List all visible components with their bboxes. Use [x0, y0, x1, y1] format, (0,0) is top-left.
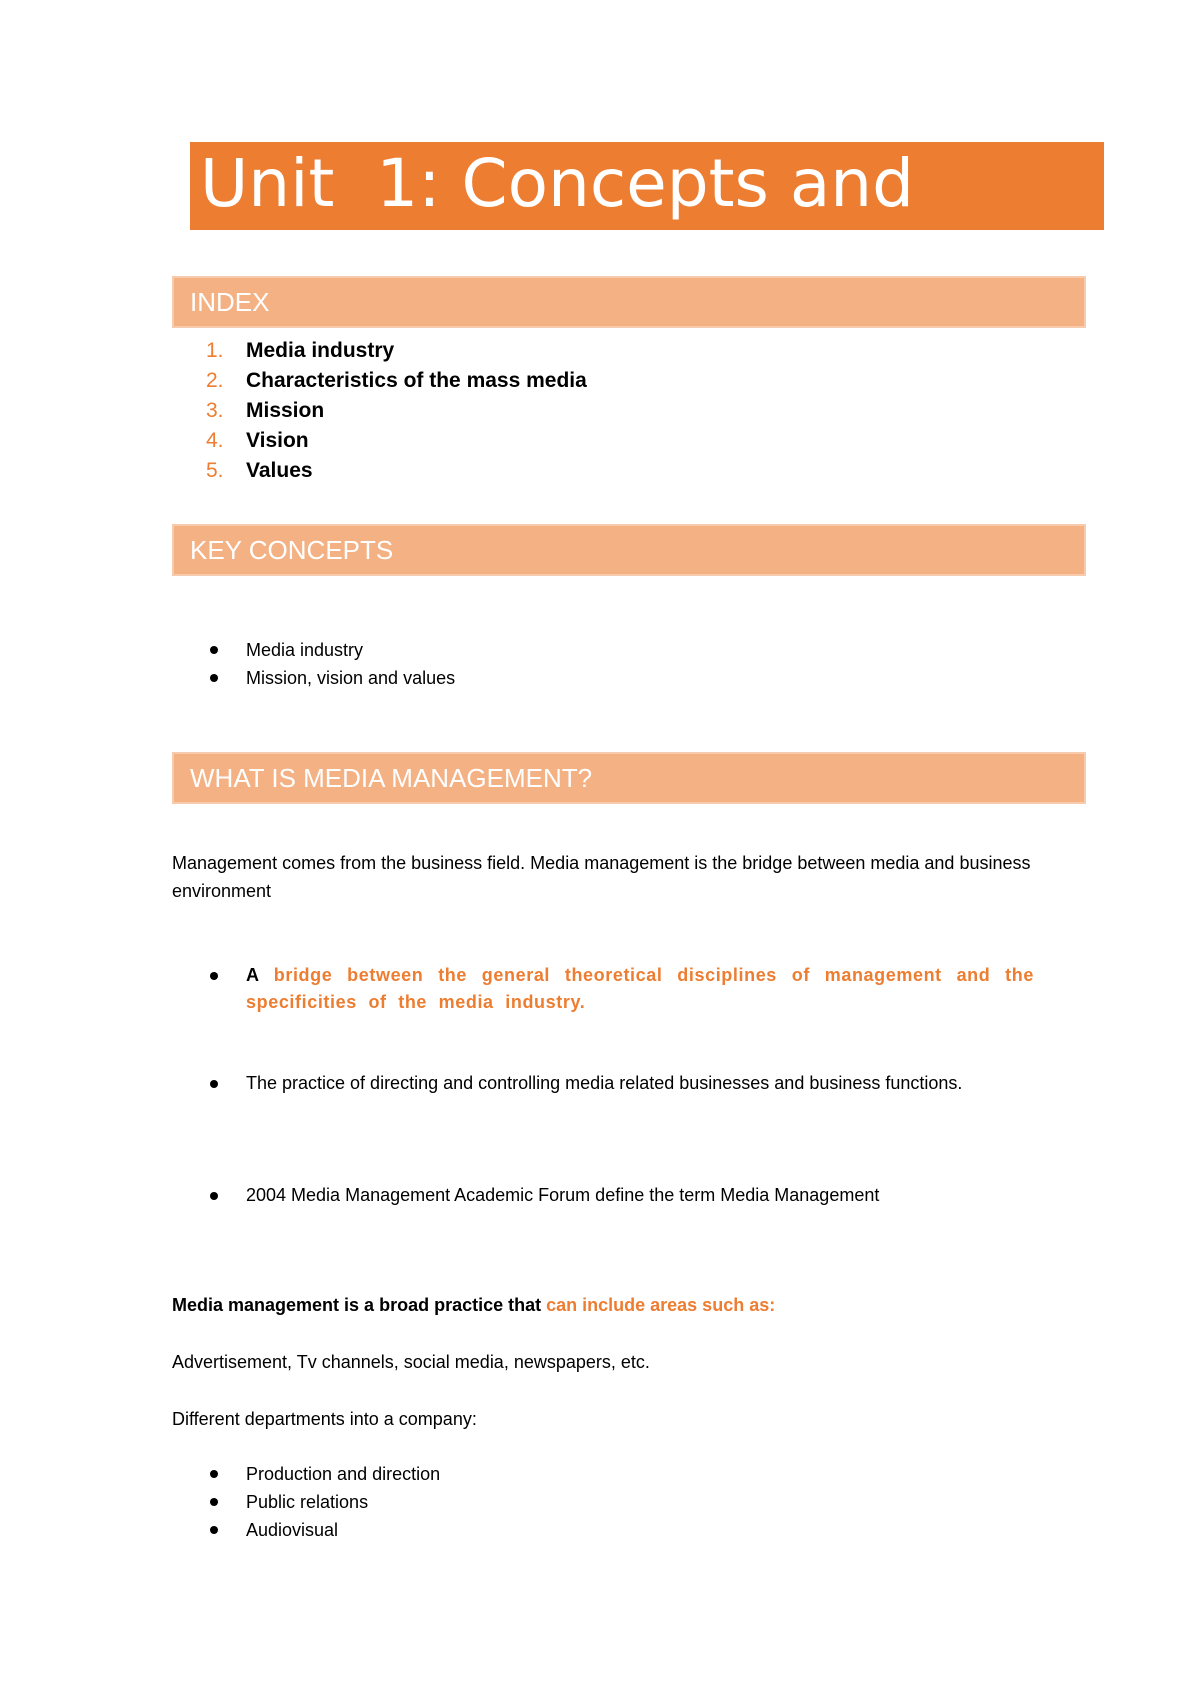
list-number: 2.	[206, 369, 224, 392]
definition-bullet-1	[206, 962, 1034, 1016]
list-item-label: Values	[246, 459, 313, 482]
list-item-label: Vision	[246, 429, 309, 452]
section-heading-key-concepts: KEY CONCEPTS	[172, 524, 1086, 576]
index-list	[206, 336, 587, 486]
list-item-label: Media industry	[246, 339, 395, 362]
list-item	[206, 636, 455, 664]
list-item-label: Mission	[246, 399, 325, 422]
list-item-label: Public relations	[246, 1492, 369, 1512]
bullet-icon	[210, 972, 218, 980]
departments-heading: Different departments into a company:	[172, 1409, 477, 1429]
section-heading-index: INDEX	[172, 276, 1086, 328]
areas-lead: Media management is a broad practice that	[172, 1295, 547, 1315]
bullet-icon	[210, 1080, 218, 1088]
list-number: 4.	[206, 429, 224, 452]
areas-list-paragraph: Advertisement, Tv channels, social media, newspapers, etc.	[172, 1352, 650, 1372]
bullet-icon	[210, 646, 218, 654]
intro-paragraph: Management comes from the business field. Media management is the bridge between media and business environment	[172, 853, 1031, 901]
list-item	[206, 456, 587, 486]
bullet-icon	[210, 1526, 218, 1534]
bullet-icon	[210, 1470, 218, 1478]
bullet-prefix: A	[246, 965, 274, 985]
list-item-label: Audiovisual	[246, 1520, 339, 1540]
areas-lead-paragraph	[172, 1291, 1034, 1319]
list-item	[206, 664, 455, 692]
list-item	[206, 336, 587, 366]
bullet-icon	[210, 1192, 218, 1200]
list-item-label: Production and direction	[246, 1464, 441, 1484]
list-item	[206, 1460, 440, 1488]
list-item-label: Mission, vision and values	[246, 668, 456, 688]
key-concepts-list	[206, 636, 455, 692]
bullet-icon	[210, 674, 218, 682]
departments-list	[206, 1460, 440, 1544]
list-item	[206, 1488, 440, 1516]
document-title: Unit 1: Concepts and	[190, 142, 1104, 230]
list-item	[206, 396, 587, 426]
list-number: 3.	[206, 399, 224, 422]
bullet-icon	[210, 1498, 218, 1506]
section-heading-media-management: WHAT IS MEDIA MANAGEMENT?	[172, 752, 1086, 804]
list-number: 1.	[206, 339, 224, 362]
areas-highlight: can include areas such as:	[546, 1295, 776, 1315]
highlight-text: bridge between the general theoretical disciplines of management and the specificities of the media industry.	[246, 965, 1034, 1012]
list-item-label: Characteristics of the mass media	[246, 369, 587, 392]
list-item-label: Media industry	[246, 640, 364, 660]
list-number: 5.	[206, 459, 224, 482]
list-item	[206, 426, 587, 456]
bullet-text: The practice of directing and controlling media related businesses and business functions.	[246, 1073, 963, 1093]
list-item	[206, 1516, 440, 1544]
definition-bullet-3	[206, 1182, 1034, 1209]
definition-bullet-2	[206, 1070, 1034, 1097]
bullet-text: 2004 Media Management Academic Forum define the term Media Management	[246, 1185, 880, 1205]
list-item	[206, 366, 587, 396]
